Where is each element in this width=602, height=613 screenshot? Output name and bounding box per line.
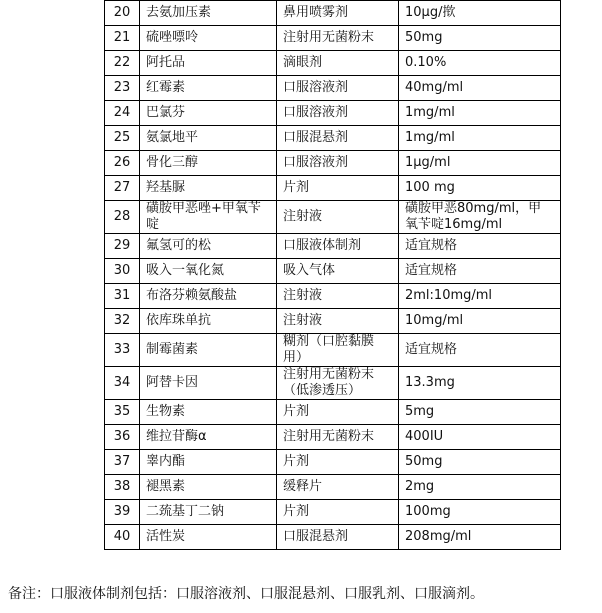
drug-name: 红霉素 [140,76,277,101]
specification: 1μg/ml [399,151,561,176]
drug-name: 二巯基丁二钠 [140,500,277,525]
table-row [105,400,561,425]
specification: 208mg/ml [399,525,561,550]
row-number: 38 [105,475,140,500]
row-number: 21 [105,26,140,51]
specification: 0.10% [399,51,561,76]
drug-name: 巴氯芬 [140,101,277,126]
drug-name: 阿托品 [140,51,277,76]
dosage-form: 片剂 [277,450,399,475]
specification: 100mg [399,500,561,525]
dosage-form: 口服溶液剂 [277,151,399,176]
specification: 适宜规格 [399,334,561,367]
drug-name: 活性炭 [140,525,277,550]
dosage-form: 注射用无菌粉末（低渗透压） [277,367,399,400]
specification: 1mg/ml [399,126,561,151]
table-row [105,284,561,309]
row-number: 23 [105,76,140,101]
specification: 40mg/ml [399,76,561,101]
dosage-form: 注射用无菌粉末 [277,425,399,450]
drug-name: 睾内酯 [140,450,277,475]
table-row [105,425,561,450]
specification: 2mg [399,475,561,500]
row-number: 34 [105,367,140,400]
row-number: 35 [105,400,140,425]
specification: 适宜规格 [399,234,561,259]
row-number: 30 [105,259,140,284]
row-number: 29 [105,234,140,259]
dosage-form: 口服混悬剂 [277,126,399,151]
dosage-form: 口服溶液剂 [277,101,399,126]
dosage-form: 鼻用喷雾剂 [277,1,399,26]
drug-name: 维拉苷酶α [140,425,277,450]
table-row [105,76,561,101]
specification: 50mg [399,26,561,51]
row-number: 24 [105,101,140,126]
drug-name: 布洛芬赖氨酸盐 [140,284,277,309]
row-number: 32 [105,309,140,334]
drug-name: 去氨加压素 [140,1,277,26]
row-number: 40 [105,525,140,550]
table-row [105,367,561,400]
specification: 2ml:10mg/ml [399,284,561,309]
table-row [105,525,561,550]
table-row [105,176,561,201]
table-row [105,26,561,51]
drug-table [104,0,561,550]
dosage-form: 口服混悬剂 [277,525,399,550]
row-number: 20 [105,1,140,26]
drug-name: 氟氢可的松 [140,234,277,259]
table-row [105,334,561,367]
specification: 400IU [399,425,561,450]
drug-name: 阿替卡因 [140,367,277,400]
specification: 10mg/ml [399,309,561,334]
specification: 1mg/ml [399,101,561,126]
drug-name: 硫唑嘌呤 [140,26,277,51]
drug-name: 吸入一氧化氮 [140,259,277,284]
row-number: 33 [105,334,140,367]
table-row [105,101,561,126]
drug-name: 生物素 [140,400,277,425]
table-row [105,151,561,176]
table-row [105,201,561,234]
drug-name: 依库珠单抗 [140,309,277,334]
dosage-form: 注射液 [277,284,399,309]
table-row [105,450,561,475]
table-row [105,1,561,26]
dosage-form: 注射用无菌粉末 [277,26,399,51]
specification: 适宜规格 [399,259,561,284]
row-number: 36 [105,425,140,450]
dosage-form: 缓释片 [277,475,399,500]
dosage-form: 口服溶液剂 [277,76,399,101]
table-row [105,234,561,259]
row-number: 39 [105,500,140,525]
row-number: 25 [105,126,140,151]
row-number: 26 [105,151,140,176]
specification: 50mg [399,450,561,475]
row-number: 27 [105,176,140,201]
drug-table-body [105,1,561,550]
specification: 5mg [399,400,561,425]
table-row [105,500,561,525]
dosage-form: 片剂 [277,176,399,201]
drug-name: 褪黑素 [140,475,277,500]
dosage-form: 吸入气体 [277,259,399,284]
table-row [105,475,561,500]
drug-name: 制霉菌素 [140,334,277,367]
table-row [105,51,561,76]
row-number: 22 [105,51,140,76]
row-number: 31 [105,284,140,309]
dosage-form: 片剂 [277,400,399,425]
drug-name: 氨氯地平 [140,126,277,151]
specification: 100 mg [399,176,561,201]
drug-name: 磺胺甲恶唑+甲氧苄啶 [140,201,277,234]
dosage-form: 口服液体制剂 [277,234,399,259]
table-row [105,309,561,334]
specification: 10μg/揿 [399,1,561,26]
table-row [105,126,561,151]
row-number: 37 [105,450,140,475]
dosage-form: 注射液 [277,309,399,334]
footnote: 备注：口服液体制剂包括：口服溶液剂、口服混悬剂、口服乳剂、口服滴剂。 [8,586,484,602]
dosage-form: 糊剂（口腔黏膜用） [277,334,399,367]
specification: 13.3mg [399,367,561,400]
dosage-form: 滴眼剂 [277,51,399,76]
specification: 磺胺甲恶80mg/ml，甲氧苄啶16mg/ml [399,201,561,234]
dosage-form: 片剂 [277,500,399,525]
drug-name: 骨化三醇 [140,151,277,176]
table-row [105,259,561,284]
row-number: 28 [105,201,140,234]
drug-name: 羟基脲 [140,176,277,201]
dosage-form: 注射液 [277,201,399,234]
